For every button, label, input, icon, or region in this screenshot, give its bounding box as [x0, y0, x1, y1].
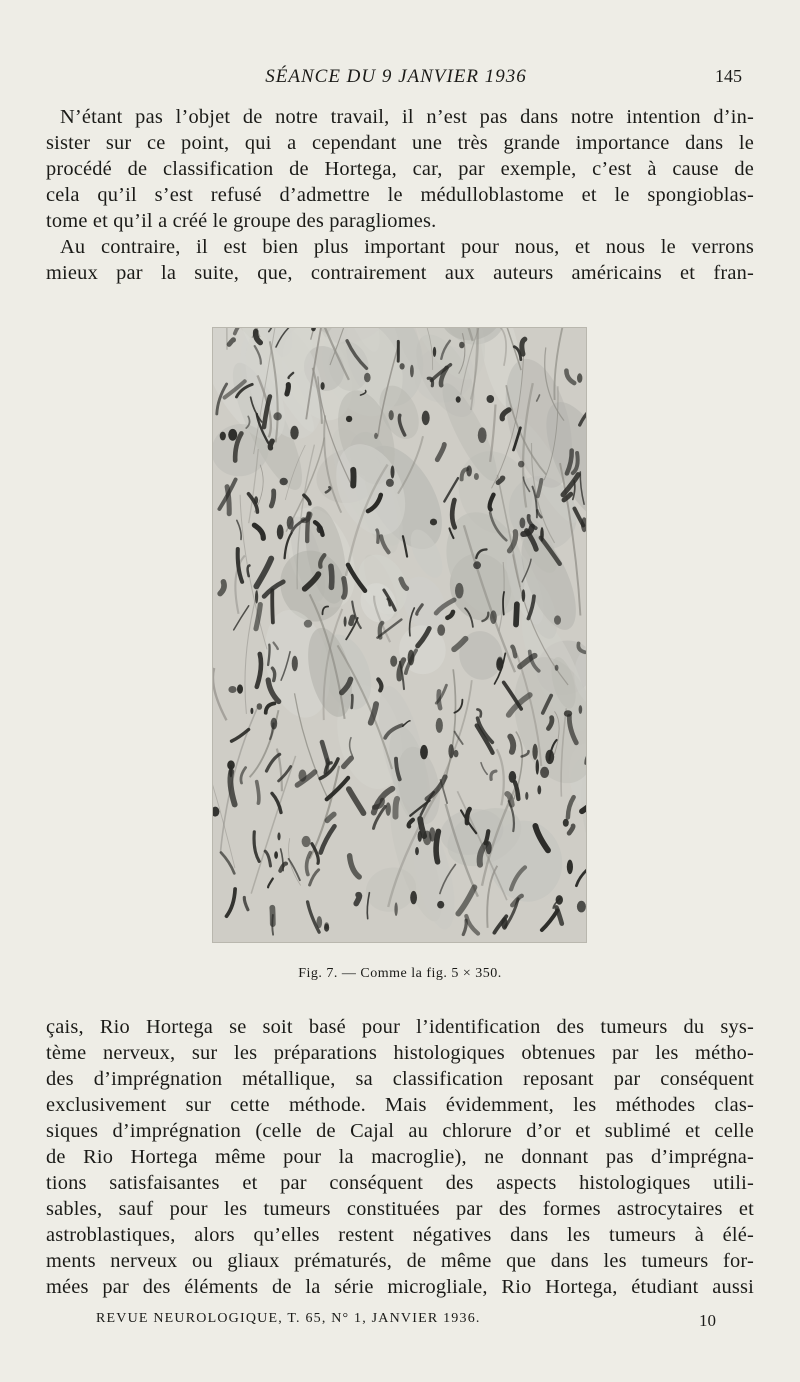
- text-line: ments nerveux ou gliaux prématurés, de même que dans les tumeurs for-: [46, 1250, 754, 1272]
- text-line: siques d’imprégnation (celle de Cajal au chlorure d’or et sublimé et celle: [46, 1120, 754, 1142]
- page-number: 145: [715, 66, 742, 86]
- running-title: SÉANCE DU 9 JANVIER 1936: [265, 66, 527, 87]
- text-line: procédé de classification de Hortega, car, par exemple, c’est à cause de: [46, 158, 754, 180]
- text-line: sables, sauf pour les tumeurs constituées par des formes astrocytaires et: [46, 1198, 754, 1220]
- paragraph-2: [46, 234, 754, 286]
- signature-mark: 10: [699, 1311, 716, 1330]
- micrograph-figure: [213, 328, 586, 942]
- micrograph-image: [213, 328, 586, 942]
- text-line: mées par des éléments de la série microgliale, Rio Hortega, étudiant aussi: [46, 1276, 754, 1298]
- text-line: exclusivement sur cette méthode. Mais évidemment, les méthodes clas-: [46, 1094, 754, 1116]
- text-line: mieux par la suite, que, contrairement aux auteurs américains et fran-: [46, 262, 754, 284]
- text-line: sister sur ce point, qui a cependant une très grande importance dans le: [46, 132, 754, 154]
- paragraph-1: [46, 104, 754, 234]
- journal-reference: REVUE NEUROLOGIQUE, T. 65, N° 1, JANVIER 1936.: [96, 1311, 481, 1326]
- text-line: cela qu’il s’est refusé d’admettre le médulloblastome et le spongioblas-: [46, 184, 754, 206]
- text-line: tome et qu’il a créé le groupe des paragliomes.: [46, 210, 437, 232]
- text-line: tions satisfaisantes et par conséquent des aspects histologiques utili-: [46, 1172, 754, 1194]
- paragraph-3: [46, 1014, 754, 1300]
- text-line: des d’imprégnation métallique, sa classification reposant par conséquent: [46, 1068, 754, 1090]
- running-head: [46, 64, 746, 92]
- figure-caption: Fig. 7. — Comme la fig. 5 × 350.: [298, 966, 502, 981]
- text-line: N’étant pas l’objet de notre travail, il n’est pas dans notre intention d’in-: [60, 106, 754, 128]
- text-line: Au contraire, il est bien plus important pour nous, et nous le verrons: [60, 236, 754, 258]
- text-line: çais, Rio Hortega se soit basé pour l’identification des tumeurs du sys-: [46, 1016, 754, 1038]
- text-line: tème nerveux, sur les préparations histologiques obtenues par les métho-: [46, 1042, 754, 1064]
- text-line: de Rio Hortega même pour la macroglie), ne donnant pas d’imprégna-: [46, 1146, 754, 1168]
- text-line: astroblastiques, alors qu’elles restent négatives dans les tumeurs à élé-: [46, 1224, 754, 1246]
